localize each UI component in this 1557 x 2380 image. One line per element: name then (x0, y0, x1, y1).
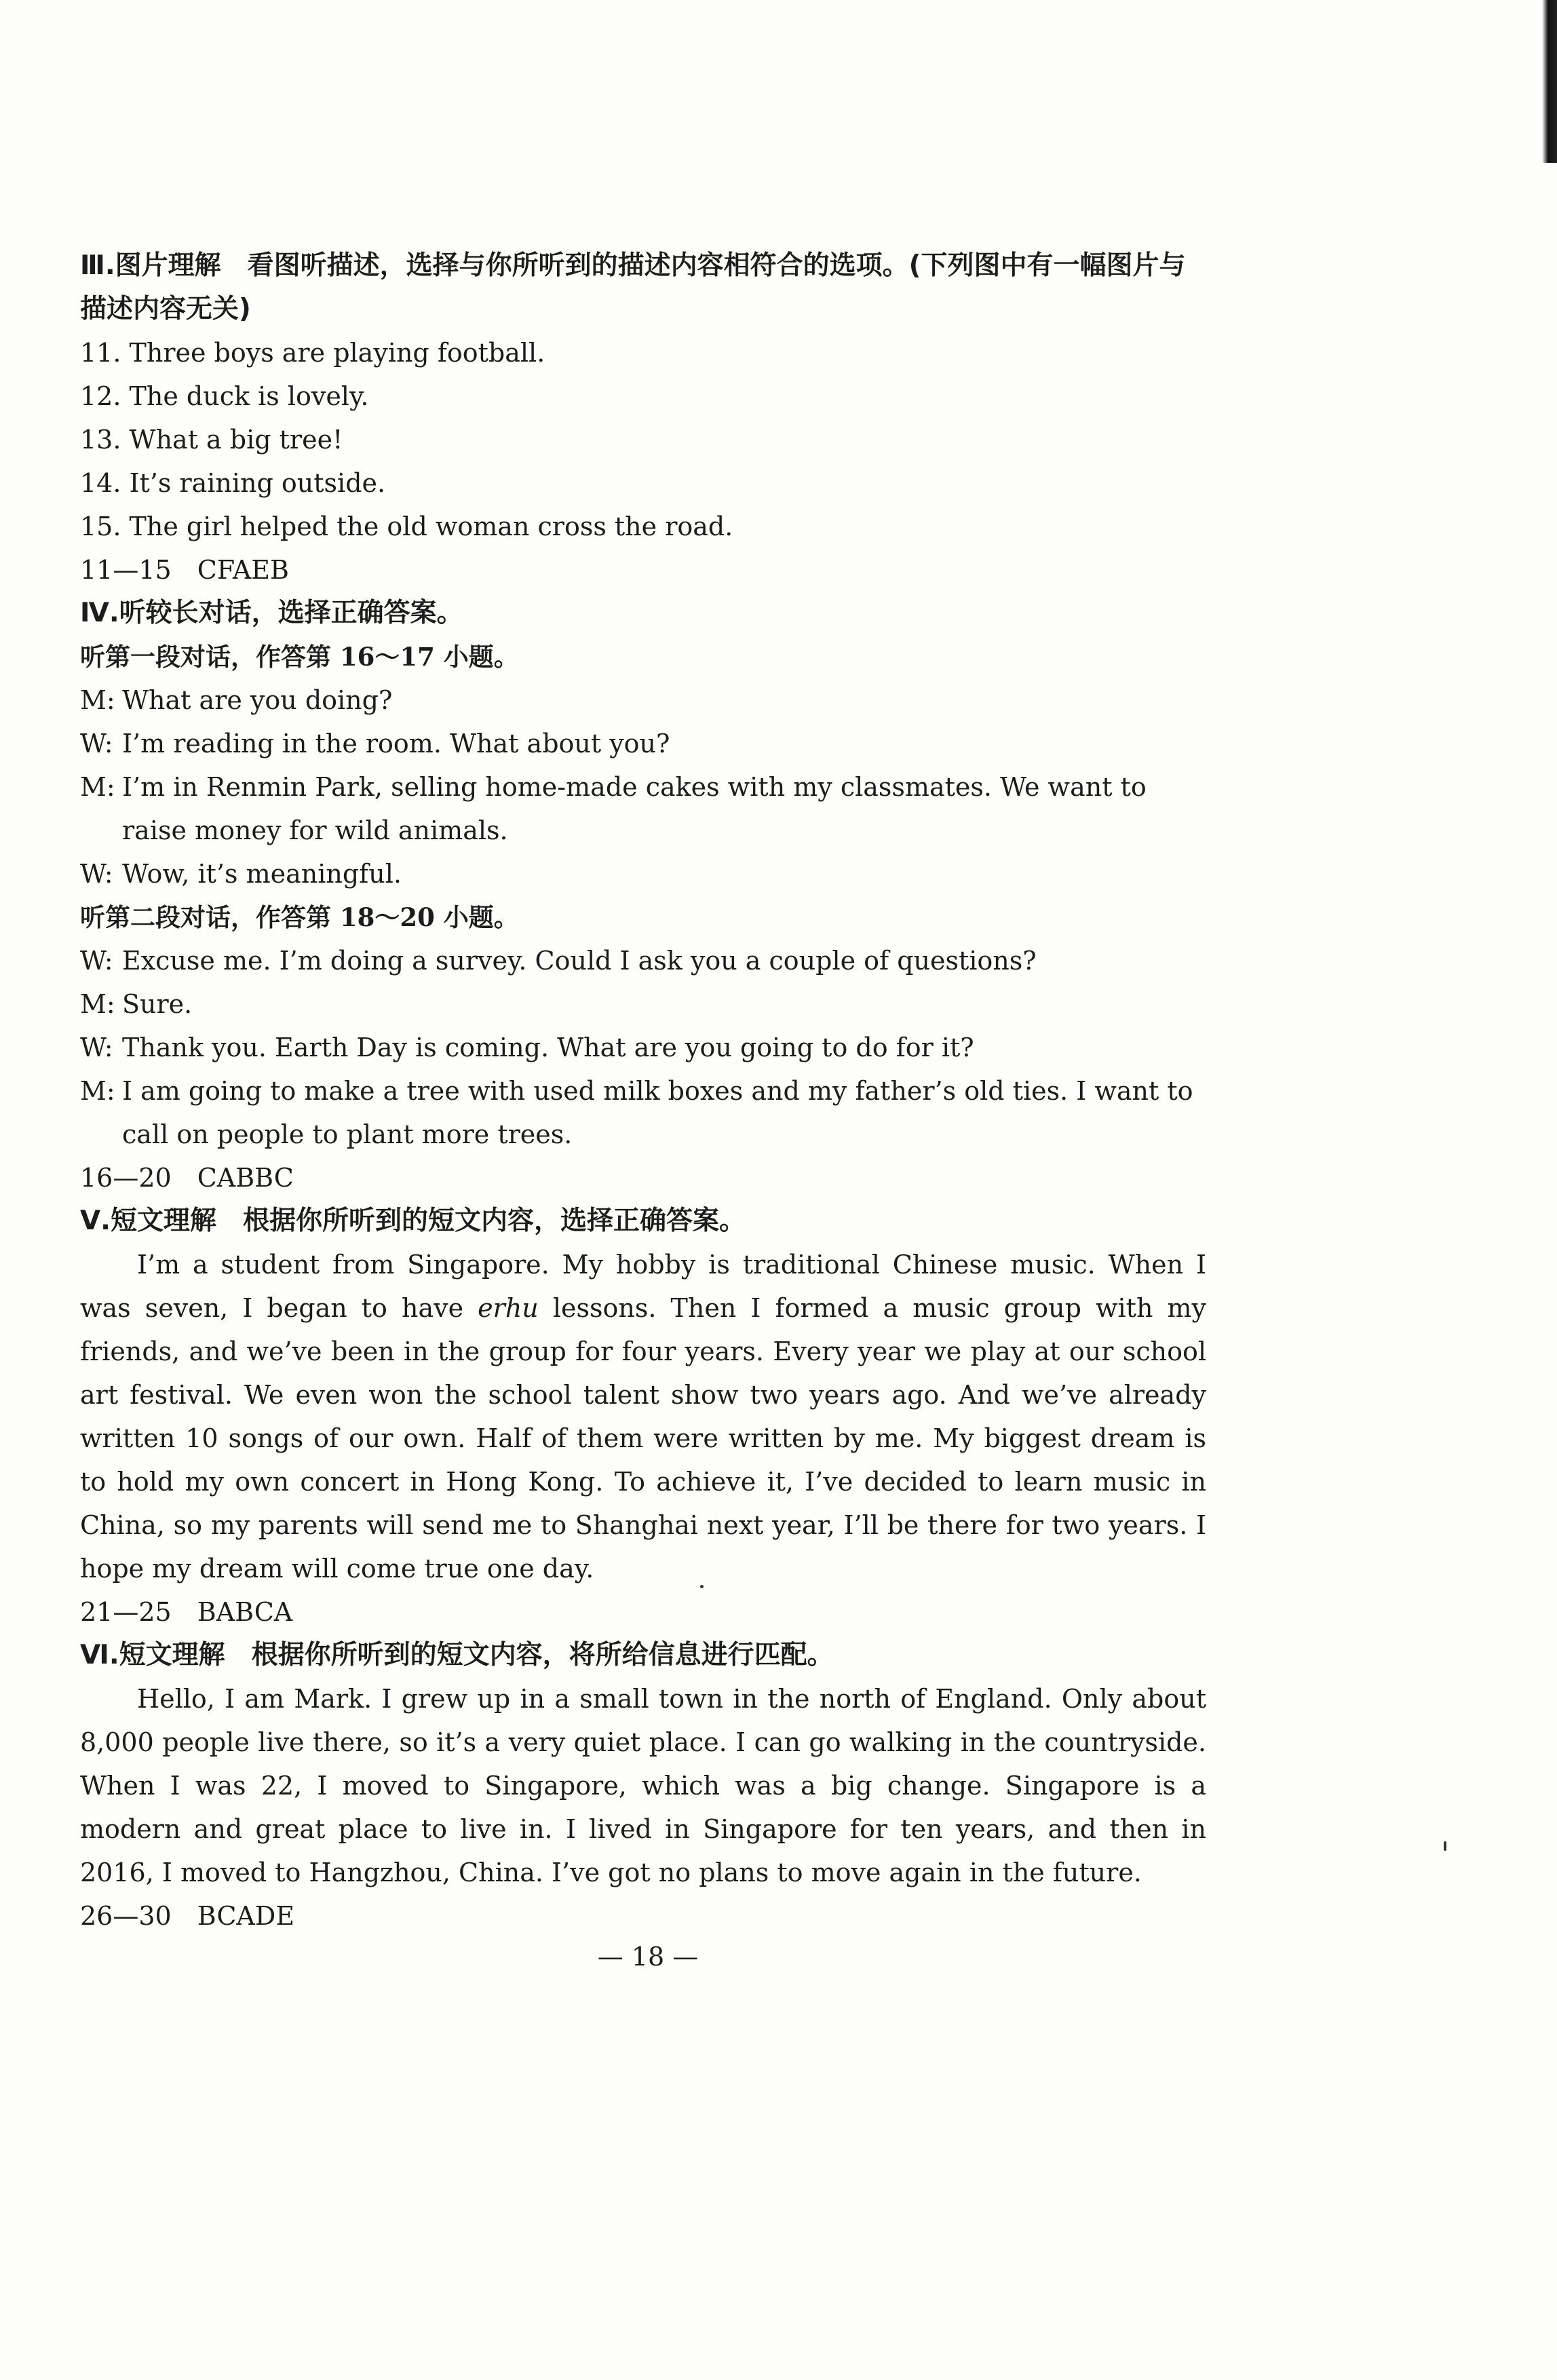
dialog-line (80, 722, 1206, 765)
speaker-label: M: (80, 685, 115, 715)
dialog-text: I’m reading in the room. What about you? (122, 729, 670, 759)
list-item: 14. It’s raining outside. (80, 468, 386, 498)
speaker-label: M: (80, 989, 115, 1019)
dialog-text: Excuse me. I’m doing a survey. Could I ask you a couple of questions? (122, 946, 1037, 976)
speaker-label: M: (80, 1076, 115, 1106)
scan-speck (1444, 1841, 1446, 1851)
dialog-1-instruction: 听第一段对话，作答第 16～17 小题。 (80, 642, 519, 672)
dialog-text: I am going to make a tree with used milk boxes and my father’s old ties. I want to call on people to plant more trees. (122, 1076, 1193, 1149)
list-item: 12. The duck is lovely. (80, 381, 369, 411)
answer-key-26-30: 26—30 BCADE (80, 1901, 295, 1931)
page-content (80, 244, 1206, 1938)
dialog-text: What are you doing? (122, 685, 393, 715)
speaker-label: W: (80, 859, 113, 889)
dialog-line (80, 982, 1206, 1026)
dialog-line (80, 939, 1206, 982)
section-6-heading: Ⅵ.短文理解 根据你所听到的短文内容，将所给信息进行匹配。 (80, 1640, 834, 1670)
section-4-heading: Ⅳ.听较长对话，选择正确答案。 (80, 598, 463, 628)
list-item: 11. Three boys are playing football. (80, 338, 545, 368)
passage-text-part-2: lessons. Then I formed a music group with my friends, and we’ve been in the group for four years. Every year we play at our school art festival. We even won the school talent show two years ago. And we’ve already written 10 songs of our own. Half of them were written by me. My biggest dream is to hold my own concert in Hong Kong. To achieve it, I’ve decided to learn music in China, so my parents will send me to Shanghai next year, I’ll be there for two years. I hope my dream will come true one day. (80, 1293, 1206, 1584)
speaker-label: M: (80, 772, 115, 802)
dialog-text: Wow, it’s meaningful. (122, 859, 402, 889)
passage-singapore-student (80, 1243, 1206, 1590)
scan-speck (700, 1585, 704, 1588)
passage-text-part-1: I’m a student from Singapore. My hobby is traditional Chinese music. When I was seven, I began to have (80, 1250, 1206, 1323)
page-number: — 18 — (597, 1942, 699, 1972)
section-3-heading: Ⅲ.图片理解 看图听描述，选择与你所听到的描述内容相符合的选项。(下列图中有一幅图片与描述内容无关) (80, 250, 1186, 324)
list-item: 13. What a big tree! (80, 425, 343, 455)
dialog-line (80, 852, 1206, 896)
dialog-text: Sure. (122, 989, 193, 1019)
dialog-line (80, 1026, 1206, 1069)
passage-text-erhu: erhu (478, 1293, 539, 1323)
list-item: 15. The girl helped the old woman cross the road. (80, 512, 733, 541)
dialog-line (80, 1069, 1206, 1156)
passage-mark: Hello, I am Mark. I grew up in a small town in the north of England. Only about 8,000 people live there, so it’s a very quiet place. I can go walking in the countryside. When I was 22, I moved to Singapore, which was a big change. Singapore is a modern and great place to live in. I lived in Singapore for ten years, and then in 2016, I moved to Hangzhou, China. I’ve got no plans to move again in the future. (80, 1684, 1206, 1887)
answer-key-21-25: 21—25 BABCA (80, 1597, 293, 1627)
speaker-label: W: (80, 1033, 113, 1062)
dialog-text: I’m in Renmin Park, selling home-made cakes with my classmates. We want to raise money for wild animals. (122, 772, 1147, 845)
speaker-label: W: (80, 729, 113, 759)
dialog-line (80, 765, 1206, 852)
dialog-line (80, 678, 1206, 722)
speaker-label: W: (80, 946, 113, 976)
section-5-heading: Ⅴ.短文理解 根据你所听到的短文内容，选择正确答案。 (80, 1206, 746, 1236)
dialog-2-instruction: 听第二段对话，作答第 18～20 小题。 (80, 902, 519, 932)
dialog-text: Thank you. Earth Day is coming. What are you going to do for it? (122, 1033, 974, 1062)
scan-edge-shadow (1542, 0, 1557, 163)
answer-key-11-15: 11—15 CFAEB (80, 555, 289, 585)
answer-key-16-20: 16—20 CABBC (80, 1163, 294, 1193)
